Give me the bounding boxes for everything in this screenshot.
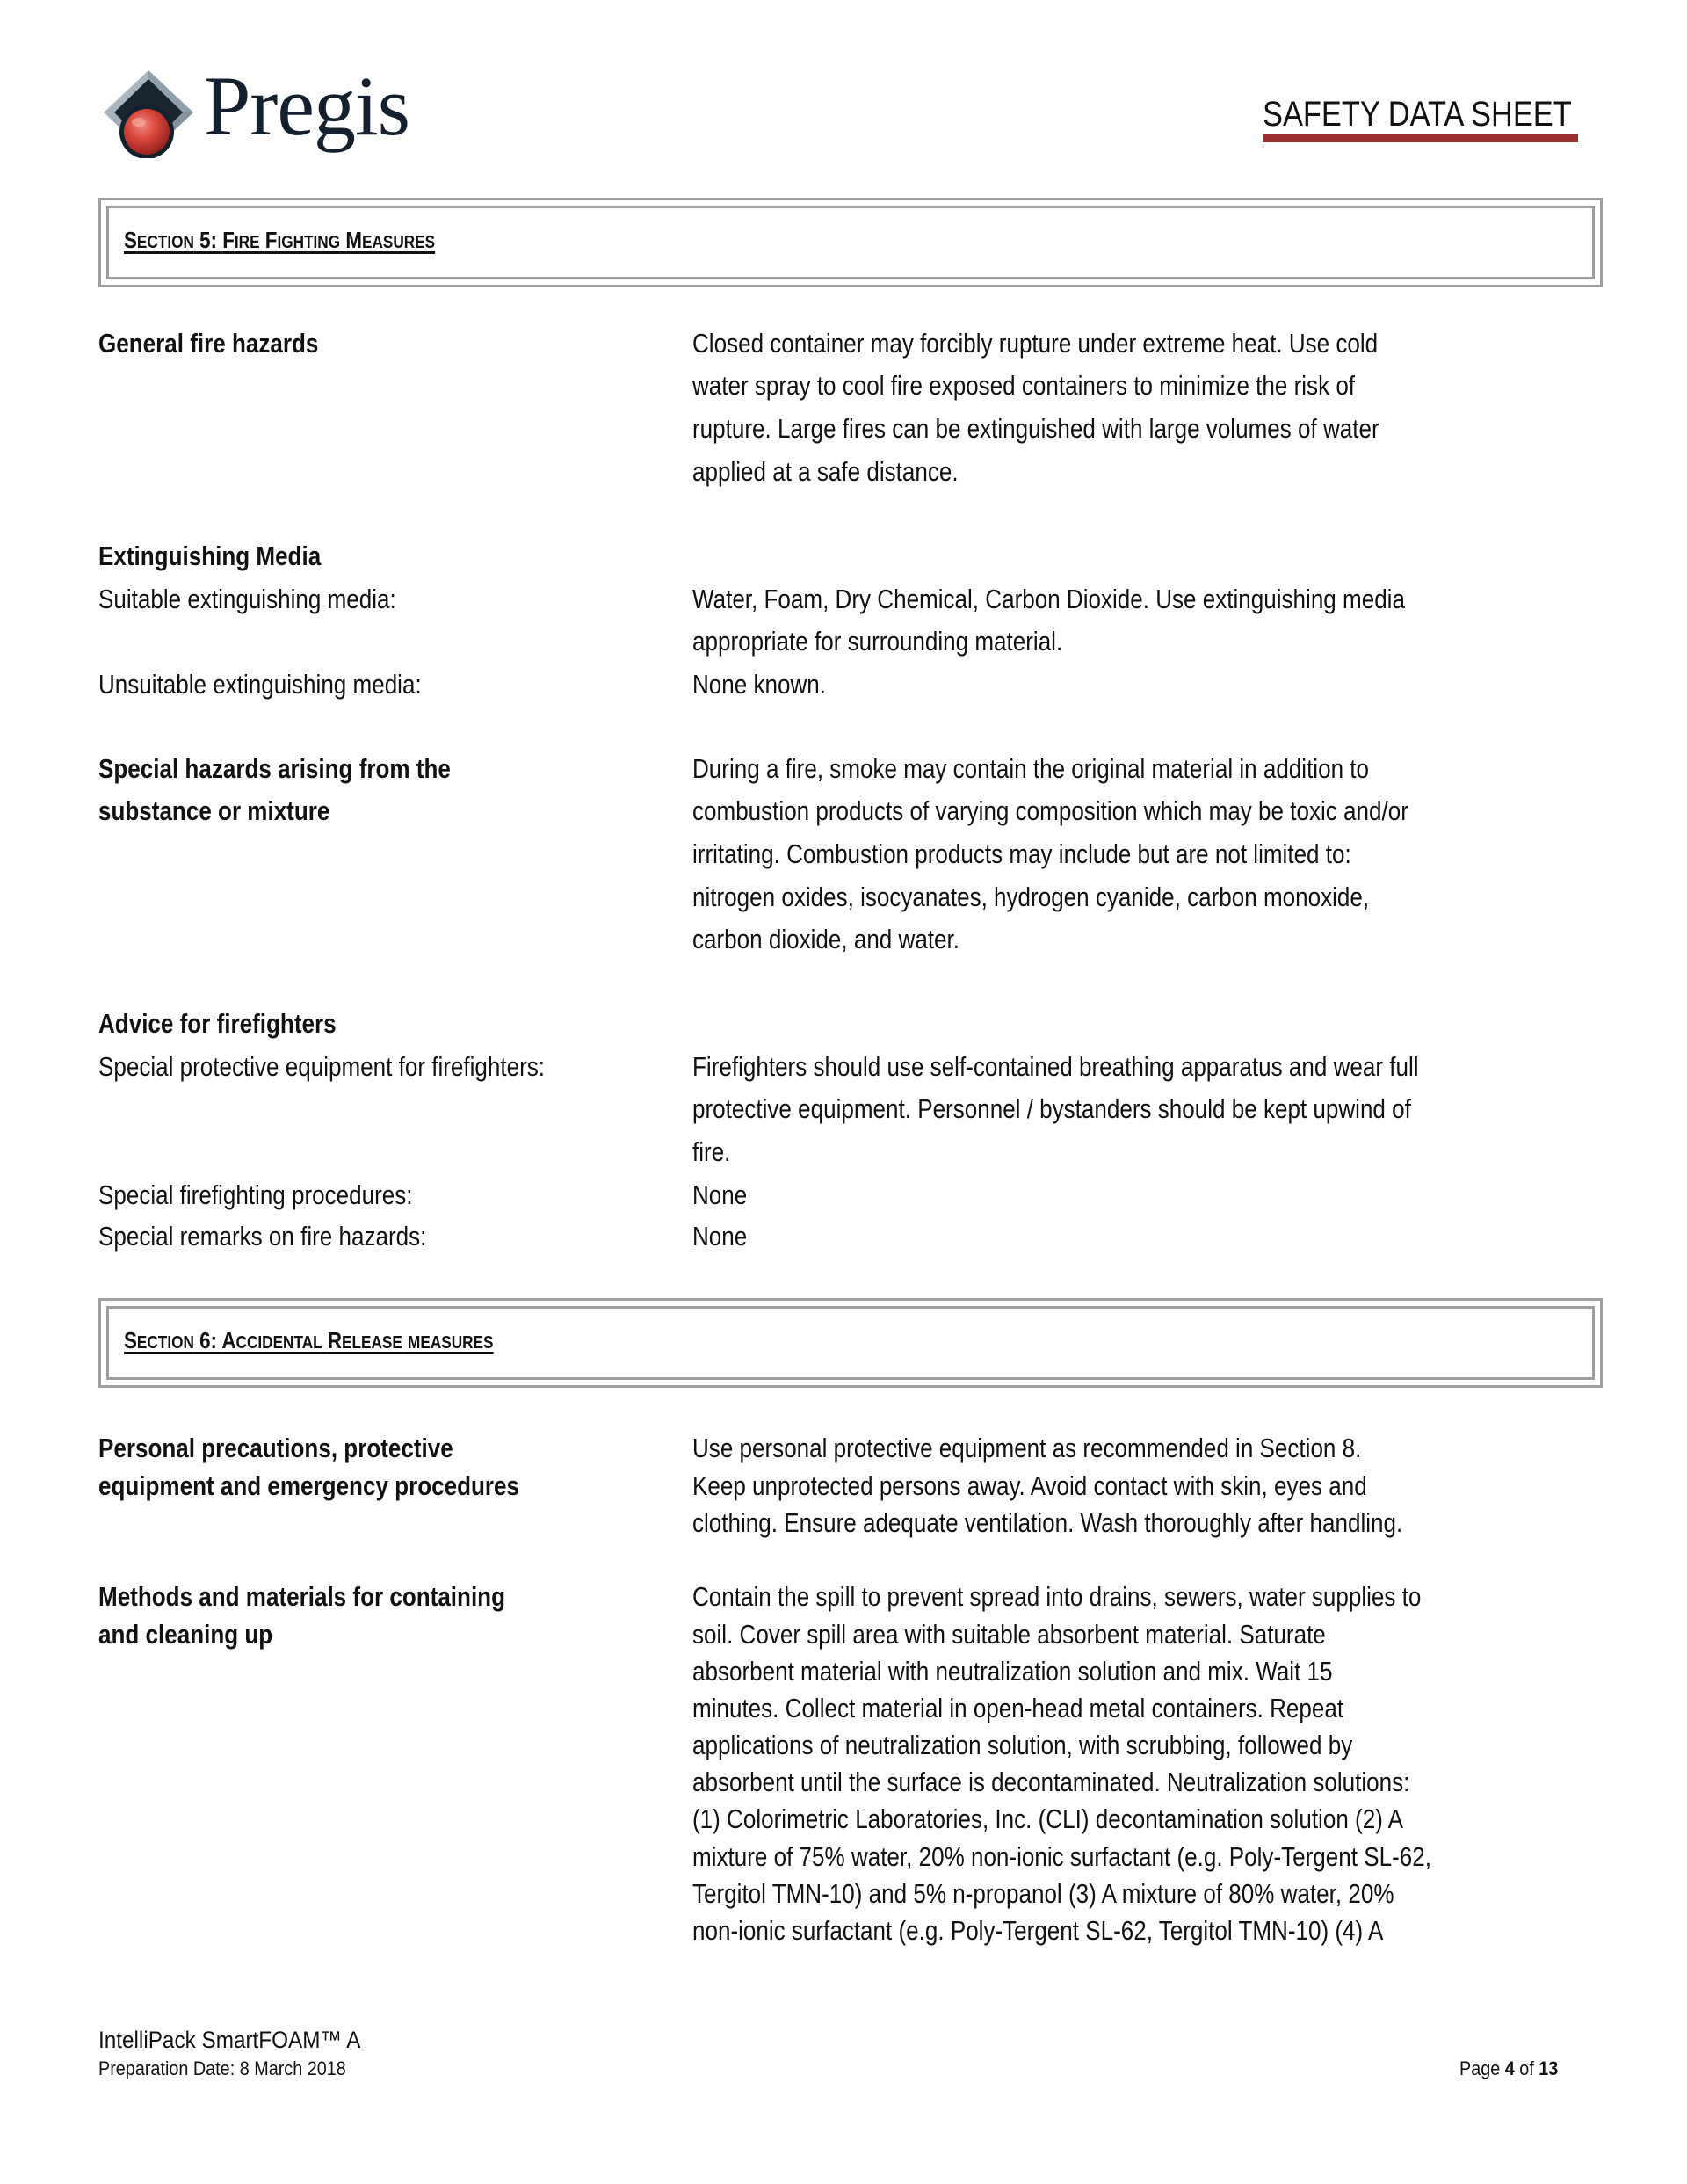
product-name: IntelliPack SmartFOAM™ A xyxy=(98,2027,361,2053)
suitable-media-line: Water, Foam, Dry Chemical, Carbon Dioxide. Use extinguishing media xyxy=(692,584,1405,614)
special-hazards-line: irritating. Combustion products may include but are not limited to: xyxy=(692,838,1351,869)
containment-line: Contain the spill to prevent spread into drains, sewers, water supplies to xyxy=(692,1581,1422,1612)
containment-line: absorbent until the surface is decontaminated. Neutralization solutions: xyxy=(692,1767,1410,1797)
ppe-line: protective equipment. Personnel / bystanders should be kept upwind of xyxy=(692,1093,1411,1124)
general-fire-hazards-line: applied at a safe distance. xyxy=(692,456,959,487)
special-hazards-line: During a fire, smoke may contain the original material in addition to xyxy=(692,753,1370,784)
containment-label: Methods and materials for containing xyxy=(98,1581,505,1612)
special-hazards-label: substance or mixture xyxy=(98,795,330,826)
containment-line: absorbent material with neutralization solution and mix. Wait 15 xyxy=(692,1656,1333,1687)
ppe-line: fire. xyxy=(692,1136,731,1167)
special-hazards-line: combustion products of varying composition which may be toxic and/or xyxy=(692,795,1408,826)
containment-line: Tergitol TMN-10) and 5% n-propanol (3) A mixture of 80% water, 20% xyxy=(692,1878,1394,1909)
diamond-ball-logo-icon xyxy=(100,67,197,158)
preparation-date: Preparation Date: 8 March 2018 xyxy=(98,2057,346,2079)
suitable-media-line: appropriate for surrounding material. xyxy=(692,626,1063,657)
procedures-label: Special firefighting procedures: xyxy=(98,1179,413,1210)
containment-line: (1) Colorimetric Laboratories, Inc. (CLI) decontamination solution (2) A xyxy=(692,1803,1404,1834)
advice-heading: Advice for firefighters xyxy=(98,1008,337,1039)
containment-line: minutes. Collect material in open-head metal containers. Repeat xyxy=(692,1693,1344,1723)
section-6-title: SECTION 6: ACCIDENTAL RELEASE MEASURES xyxy=(124,1327,494,1353)
section-6-header-box xyxy=(98,1298,1603,1388)
personal-precautions-label: Personal precautions, protective xyxy=(98,1433,453,1463)
procedures-value: None xyxy=(692,1179,748,1210)
company-logo-text: Pregis xyxy=(204,59,409,153)
containment-label: and cleaning up xyxy=(98,1619,273,1650)
ppe-label: Special protective equipment for firefighters: xyxy=(98,1051,546,1082)
title-accent-rule xyxy=(1263,134,1578,142)
extinguishing-media-heading: Extinguishing Media xyxy=(98,541,322,571)
remarks-value: None xyxy=(692,1221,748,1252)
personal-precautions-line: Use personal protective equipment as recommended in Section 8. xyxy=(692,1433,1362,1463)
unsuitable-media-label: Unsuitable extinguishing media: xyxy=(98,669,422,700)
containment-line: mixture of 75% water, 20% non-ionic surfactant (e.g. Poly-Tergent SL-62, xyxy=(692,1841,1431,1872)
general-fire-hazards-label: General fire hazards xyxy=(98,328,319,359)
ppe-line: Firefighters should use self-contained breathing apparatus and wear full xyxy=(692,1051,1419,1082)
document-title: SAFETY DATA SHEET xyxy=(1263,95,1572,134)
section-5-header-box xyxy=(98,198,1603,287)
containment-line: applications of neutralization solution, with scrubbing, followed by xyxy=(692,1730,1353,1760)
personal-precautions-line: clothing. Ensure adequate ventilation. Wash thoroughly after handling. xyxy=(692,1507,1403,1538)
remarks-label: Special remarks on fire hazards: xyxy=(98,1221,427,1252)
general-fire-hazards-line: Closed container may forcibly rupture under extreme heat. Use cold xyxy=(692,328,1379,359)
special-hazards-label: Special hazards arising from the xyxy=(98,753,451,784)
containment-line: non-ionic surfactant (e.g. Poly-Tergent SL-62, Tergitol TMN-10) (4) A xyxy=(692,1915,1384,1946)
section-5-title: SECTION 5: FIRE FIGHTING MEASURES xyxy=(124,227,436,253)
containment-line: soil. Cover spill area with suitable absorbent material. Saturate xyxy=(692,1619,1326,1650)
unsuitable-media-value: None known. xyxy=(692,669,827,700)
general-fire-hazards-line: rupture. Large fires can be extinguished with large volumes of water xyxy=(692,413,1379,444)
special-hazards-line: nitrogen oxides, isocyanates, hydrogen cyanide, carbon monoxide, xyxy=(692,882,1370,912)
personal-precautions-label: equipment and emergency procedures xyxy=(98,1470,519,1501)
suitable-media-label: Suitable extinguishing media: xyxy=(98,584,396,614)
special-hazards-line: carbon dioxide, and water. xyxy=(692,924,960,954)
personal-precautions-line: Keep unprotected persons away. Avoid contact with skin, eyes and xyxy=(692,1470,1367,1501)
general-fire-hazards-line: water spray to cool fire exposed containers to minimize the risk of xyxy=(692,370,1356,401)
page-number: Page 4 of 13 xyxy=(1459,2057,1559,2079)
